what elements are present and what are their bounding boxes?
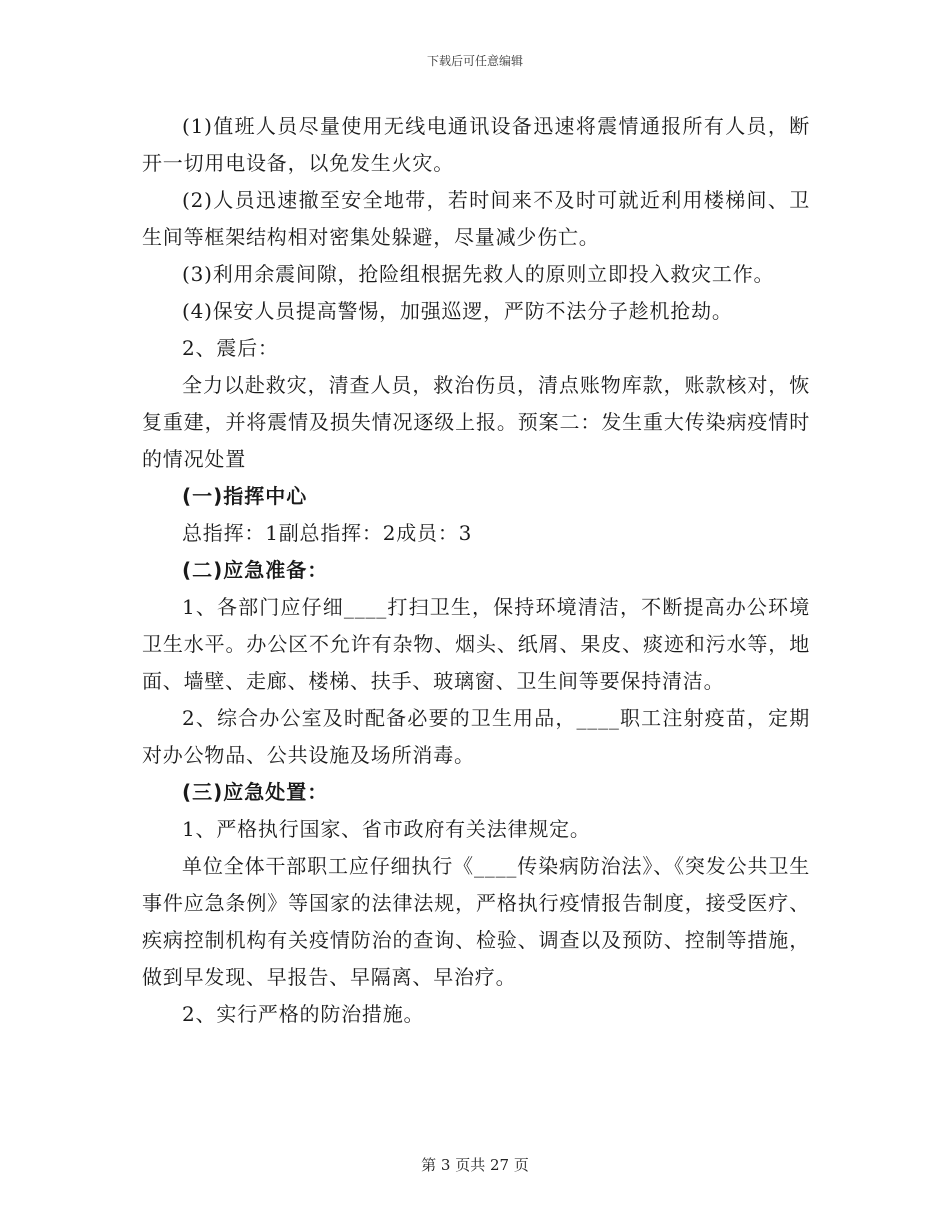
paragraph-10: 1、严格执行国家、省市政府有关法律规定。 bbox=[182, 817, 591, 841]
paragraph-12: 2、实行严格的防治措施。 bbox=[182, 1002, 425, 1026]
section-heading-1: (一)指挥中心 bbox=[182, 484, 308, 508]
paragraph-11: 单位全体干部职工应仔细执行《____传染病防治法》、《突发公共卫生事件应急条例》等国家的法律法规，严格执行疫情报告制度，接受医疗、疾病控制机构有关疫情防治的查询、检验、调查以及预防、控制等措施，做到早发现、早报告、早隔离、早治疗。 bbox=[142, 854, 810, 989]
paragraph-7: 总指挥：1副总指挥：2成员：3 bbox=[182, 521, 473, 545]
paragraph-8: 1、各部门应仔细____打扫卫生，保持环境清洁，不断提高办公环境卫生水平。办公区不允许有杂物、烟头、纸屑、果皮、痰迹和污水等，地面、墙壁、走廊、楼梯、扶手、玻璃窗、卫生间等要保持清洁。 bbox=[142, 595, 810, 693]
paragraph-9: 2、综合办公室及时配备必要的卫生用品，____职工注射疫苗，定期对办公物品、公共设施及场所消毒。 bbox=[142, 706, 810, 767]
page-header: 下载后可任意编辑 bbox=[426, 54, 523, 68]
document-body bbox=[142, 108, 810, 1033]
page-footer: 第 3 页共 27 页 bbox=[421, 1156, 529, 1174]
paragraph-2: (2)人员迅速撤至安全地带，若时间来不及时可就近利用楼梯间、卫生间等框架结构相对密集处躲避，尽量减少伤亡。 bbox=[142, 188, 810, 249]
section-heading-2: (二)应急准备： bbox=[182, 558, 329, 582]
section-heading-3: (三)应急处置： bbox=[182, 780, 329, 804]
paragraph-4: (4)保安人员提高警惕，加强巡逻，严防不法分子趁机抢劫。 bbox=[182, 299, 733, 323]
paragraph-6: 全力以赴救灾，清查人员，救治伤员，清点账物库款，账款核对，恢复重建，并将震情及损失情况逐级上报。预案二：发生重大传染病疫情时的情况处置 bbox=[142, 373, 810, 471]
paragraph-1: (1)值班人员尽量使用无线电通讯设备迅速将震情通报所有人员，断开一切用电设备，以免发生火灾。 bbox=[142, 114, 810, 175]
paragraph-3: (3)利用余震间隙，抢险组根据先救人的原则立即投入救灾工作。 bbox=[182, 262, 775, 286]
paragraph-5: 2、震后： bbox=[182, 336, 279, 360]
